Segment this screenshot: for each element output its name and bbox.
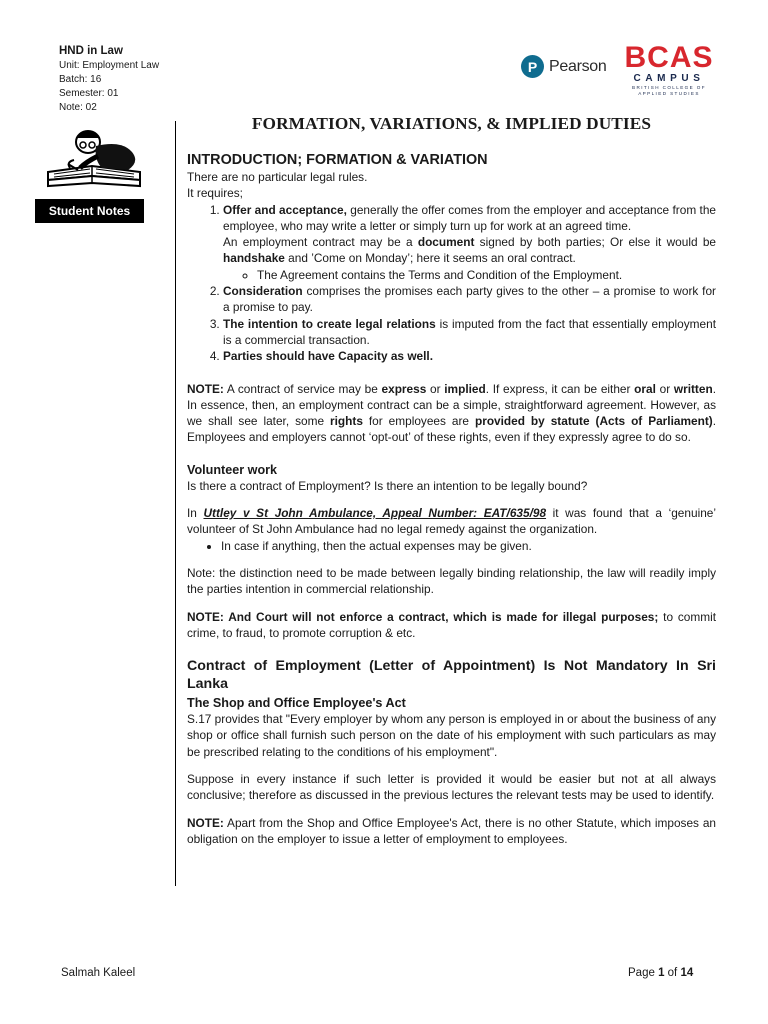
page-number: Page 1 of 14 bbox=[628, 967, 694, 979]
case-paragraph: In Uttley v St John Ambulance, Appeal Number: EAT/635/98 it was found that a ‘genuine’ volunteer of St John Ambulance had no legal remedy against the organization. bbox=[187, 506, 717, 537]
list-item bbox=[223, 348, 716, 364]
bcas-campus: CAMPUS bbox=[633, 73, 705, 84]
footer-author: Salmah Kaleel bbox=[61, 967, 136, 979]
illegal-purposes-note: NOTE: And Court will not enforce a contract, which is made for illegal purposes; to commit crime, to fraud, to promote corruption & etc. bbox=[187, 609, 716, 640]
section-heading-introduction: INTRODUCTION; FORMATION & VARIATION bbox=[187, 152, 488, 168]
volunteer-question: Is there a contract of Employment? Is there an intention to be legally bound? bbox=[187, 478, 588, 493]
semester-label: Semester: 01 bbox=[59, 88, 119, 99]
pearson-wordmark: Pearson bbox=[549, 57, 607, 75]
statute-note: NOTE: Apart from the Shop and Office Employee's Act, there is no other Statute, which imposes an obligation on the employer to issue a letter of employment to employees. bbox=[187, 815, 716, 846]
list-item: • In case if anything, then the actual expenses may be given. bbox=[221, 538, 716, 554]
sub-bullet-list bbox=[223, 267, 716, 283]
student-notes-label: Student Notes bbox=[35, 199, 144, 223]
requirements-list bbox=[187, 202, 716, 365]
document-body bbox=[187, 112, 716, 847]
pearson-mark-icon: P bbox=[521, 55, 544, 78]
document-meta bbox=[59, 44, 159, 115]
intention-term: The intention to create legal relations bbox=[223, 316, 436, 331]
bcas-wordmark: BCAS bbox=[624, 41, 714, 74]
list-item: 1. Offer and acceptance, generally the offer comes from the employer and acceptance from the employee, who may write a letter or simply turn up for work at an agreed time. An employment contract may be a document signed by both parties; Or else it would be handshake and ’Come on Monday’; here it seems an oral contract. ◦ The Agreement contains the Terms and Condition of the Employment. bbox=[223, 202, 716, 283]
column-divider bbox=[175, 121, 176, 886]
sub-bullet-list bbox=[187, 538, 716, 554]
page-title: FORMATION, VARIATIONS, & IMPLIED DUTIES bbox=[251, 114, 652, 133]
shop-office-act-heading: The Shop and Office Employee's Act bbox=[187, 696, 406, 711]
volunteer-work-heading: Volunteer work bbox=[187, 462, 278, 477]
capacity-term: Parties should have Capacity as well. bbox=[223, 349, 433, 364]
case-citation-link[interactable]: Uttley v St John Ambulance, Appeal Number: EAT/635/98 bbox=[203, 506, 547, 521]
note-label: Note: 02 bbox=[59, 102, 97, 113]
section-heading-contract-of-employment: Contract of Employment (Letter of Appointment) Is Not Mandatory In Sri Lanka bbox=[187, 658, 716, 693]
consideration-term: Consideration bbox=[223, 284, 303, 299]
batch-label: Batch: 16 bbox=[59, 74, 102, 85]
unit-label: Unit: Employment Law bbox=[59, 60, 160, 71]
s17-paragraph: S.17 provides that "Every employer by whom any person is employed in or about the business of any shop or office shall furnish such person on the date of his employment with such particulars as may be prescribed relating to the conditions of his employment". bbox=[187, 712, 716, 759]
note-paragraph-contract-of-service: NOTE: A contract of service may be express or implied. If express, it can be either oral or written. In essence, then, an employment contract can be a simple, straightforward agreement. However, as we shall see later, some rights for employees are provided by statute (Acts of Parliament). Employees and employers cannot ‘opt-out’ of these rights, even if they expressly agree to do so. bbox=[187, 381, 716, 445]
list-item: ◦ The Agreement contains the Terms and Condition of the Employment. bbox=[257, 267, 716, 283]
student-reading-icon bbox=[44, 126, 144, 192]
list-item: 2. Consideration comprises the promises each party gives to the other – a promise to work for a promise to pay. bbox=[223, 283, 716, 316]
intro-line-1: There are no particular legal rules. bbox=[187, 170, 368, 184]
list-item: 3. The intention to create legal relations is imputed from the fact that essentially employment is a commercial transaction. bbox=[223, 316, 716, 349]
pearson-logo bbox=[521, 55, 607, 78]
tests-paragraph: Suppose in every instance if such letter is provided it would be easier but not at all always conclusive; therefore as discussed in the previous lectures the relevant tests may be used to identify. bbox=[187, 772, 716, 803]
course-title: HND in Law bbox=[59, 45, 123, 57]
intro-line-2: It requires; bbox=[187, 186, 243, 201]
bcas-logo bbox=[621, 41, 717, 97]
bcas-tagline-1: BRITISH COLLEGE OF bbox=[632, 85, 706, 90]
offer-acceptance-term: Offer and acceptance, bbox=[223, 202, 347, 217]
distinction-note: Note: the distinction need to be made between legally binding relationship, the law will readily imply the parties intention in commercial relationship. bbox=[187, 565, 716, 597]
bcas-tagline-2: APPLIED STUDIES bbox=[638, 91, 700, 96]
